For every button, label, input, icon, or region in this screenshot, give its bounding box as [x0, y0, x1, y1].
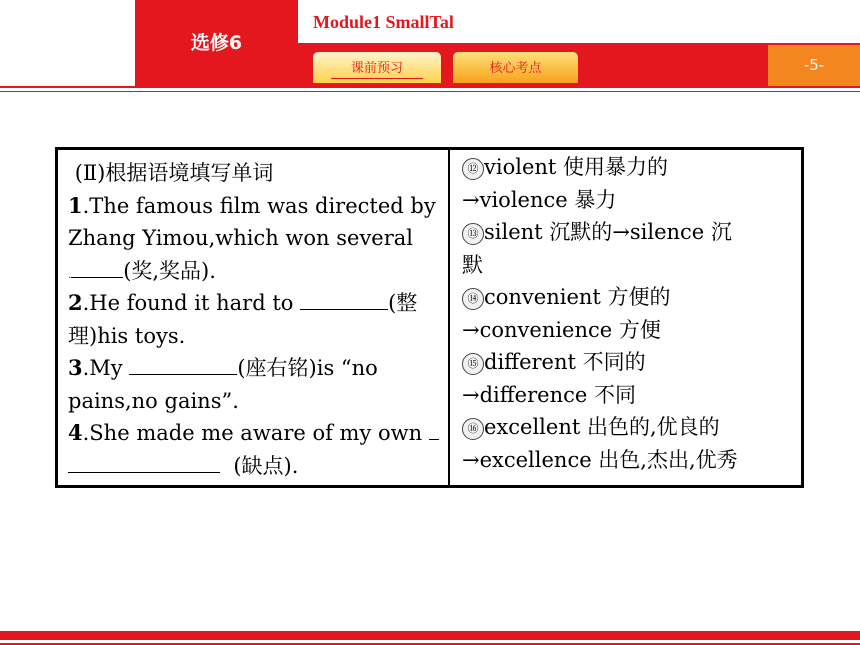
answer-blank-4[interactable]: [68, 450, 220, 473]
hint-text: (座右铭)is “no: [237, 356, 378, 380]
question-4: [68, 417, 438, 450]
question-1-line-2: [68, 222, 438, 255]
footer-bar: [0, 631, 860, 640]
header-divider: [0, 86, 860, 88]
circled-number-icon: ⑬: [462, 223, 484, 245]
question-3-line-2: [68, 385, 438, 418]
question-number: 4: [68, 420, 83, 445]
page-number: -5-: [768, 45, 860, 86]
answer-12-derived: →violence 暴力: [462, 187, 617, 212]
circled-number-icon: ⑮: [462, 353, 484, 375]
answer-16-derived: →excellence 出色,杰出,优秀: [462, 447, 738, 472]
answer-14: ⑭ convenient 方便的: [462, 281, 797, 314]
header-left-strip: [0, 0, 135, 86]
question-number: 1: [68, 192, 83, 218]
circled-number-icon: ⑭: [462, 288, 484, 310]
answer-16: ⑯ excellent 出色的,优良的: [462, 411, 797, 444]
hint-text: (整: [388, 291, 418, 315]
exercise-column: [68, 157, 438, 482]
question-4-line-2: [68, 450, 438, 483]
question-2-line-2: [68, 320, 438, 353]
tab-active-underline: [331, 78, 423, 79]
answer-blank-4-start[interactable]: [429, 417, 439, 440]
question-text: 理)his toys.: [68, 323, 186, 348]
question-2: [68, 287, 438, 320]
red-mark: .: [68, 269, 72, 281]
question-1-line-3: [68, 255, 438, 288]
answer-blank-2[interactable]: [300, 287, 388, 310]
tab-core-points[interactable]: [453, 52, 578, 83]
circled-number-icon: ⑫: [462, 158, 484, 180]
answer-blank-1[interactable]: [71, 255, 123, 278]
tab-preview-label: 课前预习: [350, 61, 403, 76]
module-title: Module1 SmallTal: [313, 12, 454, 32]
question-text: .She made me aware of my own: [82, 421, 423, 445]
question-text: .My: [82, 356, 123, 380]
question-number: 2: [68, 290, 83, 315]
header-divider-thin: [0, 91, 860, 92]
answer-13-derived: 默: [462, 252, 483, 277]
question-3: [68, 352, 438, 385]
tab-core-points-label: 核心考点: [489, 61, 542, 76]
answer-15: ⑮ different 不同的: [462, 346, 797, 379]
question-text: .He found it hard to: [82, 291, 294, 315]
circled-number-icon: ⑯: [462, 418, 484, 440]
question-text: pains,no gains”.: [68, 388, 239, 413]
tab-preview[interactable]: [313, 52, 441, 83]
question-number: 3: [68, 355, 83, 380]
answer-column: [462, 151, 797, 476]
hint-text: (奖,奖品).: [123, 258, 216, 283]
exercise-heading: (Ⅱ)根据语境填写单词: [74, 161, 274, 185]
hint-text: (缺点).: [233, 453, 299, 478]
question-text: .The famous film was directed by: [82, 193, 436, 218]
question-text: Zhang Yimou,which won several: [68, 226, 414, 250]
book-label: 选修6: [190, 32, 243, 54]
answer-13: ⑬ silent 沉默的→silence 沉: [462, 216, 797, 249]
answer-14-derived: →convenience 方便: [462, 317, 661, 342]
answer-blank-3[interactable]: [129, 352, 237, 375]
answer-15-derived: →difference 不同: [462, 382, 636, 407]
table-column-divider: [448, 150, 450, 485]
question-1: [68, 190, 438, 223]
answer-12: ⑫ violent 使用暴力的: [462, 151, 797, 184]
